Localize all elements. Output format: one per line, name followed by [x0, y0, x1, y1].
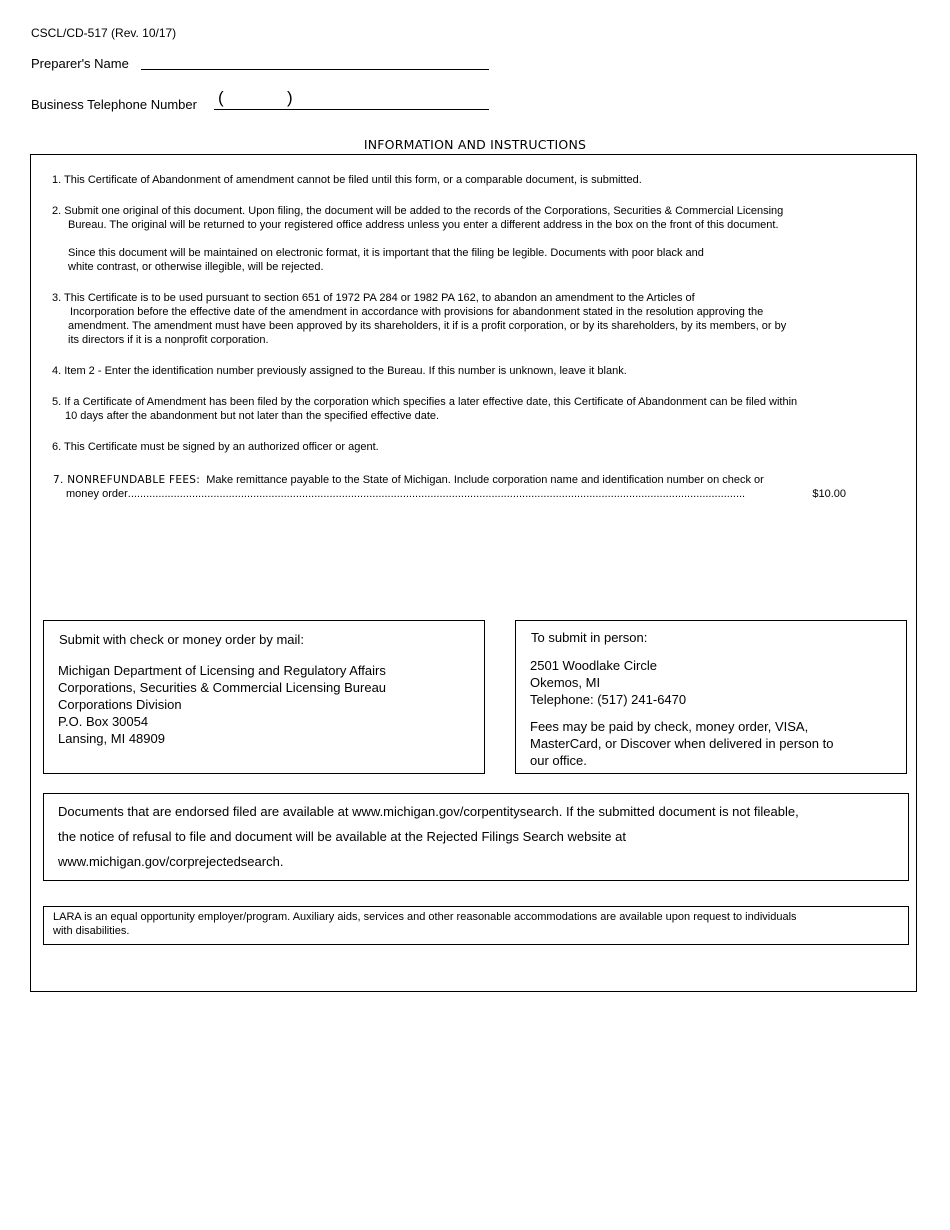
instruction-text: white contrast, or otherwise illegible, will be rejected.: [68, 261, 324, 273]
availability-line: the notice of refusal to file and document will be available at the Rejected Filings Search website at: [58, 829, 626, 844]
instruction-item-7: [53, 473, 858, 501]
instruction-text: 6. This Certificate must be signed by an authorized officer or agent.: [52, 441, 379, 453]
phone-open-paren: (: [218, 88, 224, 107]
availability-line: Documents that are endorsed filed are available at www.michigan.gov/corpentitysearch. If the submitted document is not fileable,: [58, 804, 799, 819]
fees-prefix: 7. NONREFUNDABLE FEES:: [53, 474, 201, 486]
instruction-text: Incorporation before the effective date of the amendment in accordance with provisions for abandonment stated in the resolution approving the: [70, 306, 764, 318]
fees-amount: $10.00: [812, 488, 846, 500]
mail-submission-box: [43, 620, 485, 774]
address-line: Corporations Division: [58, 697, 182, 712]
instruction-text: its directors if it is a nonprofit corporation.: [68, 334, 269, 346]
instruction-item-2: [52, 204, 783, 274]
address-line: Michigan Department of Licensing and Regulatory Affairs: [58, 663, 386, 678]
instruction-item-1: [52, 173, 642, 187]
section-title: INFORMATION AND INSTRUCTIONS: [363, 137, 587, 152]
instruction-item-3: [52, 291, 786, 347]
instruction-text: 3. This Certificate is to be used pursuant to section 651 of 1972 PA 284 or 1982 PA 162, to abandon an amendment to the Articles of: [52, 292, 695, 304]
fees-line: Fees may be paid by check, money order, VISA,: [530, 719, 809, 734]
fees-dot-leader: ..........................................................................................................................................................................................................: [127, 488, 746, 500]
preparer-name-label: Preparer's Name: [31, 56, 129, 71]
address-line: P.O. Box 30054: [58, 714, 149, 729]
business-phone-field[interactable]: [214, 96, 489, 110]
availability-text: [58, 799, 799, 874]
address-line: Lansing, MI 48909: [58, 731, 165, 746]
mail-address: [58, 662, 386, 747]
instruction-text: 10 days after the abandonment but not later than the specified effective date.: [65, 410, 440, 422]
instruction-text: 2. Submit one original of this document. Upon filing, the document will be added to the records of the Corporations, Securities & Commercial Licensing: [52, 205, 784, 217]
in-person-fees: [530, 718, 833, 769]
address-line: Corporations, Securities & Commercial Licensing Bureau: [58, 680, 387, 695]
lara-text: [53, 910, 797, 938]
instruction-text: 1. This Certificate of Abandonment of amendment cannot be filed until this form, or a comparable document, is submitted.: [52, 174, 642, 186]
instruction-text: Since this document will be maintained on electronic format, it is important that the filing be legible. Documents with poor black and: [68, 247, 704, 259]
availability-line: www.michigan.gov/corprejectedsearch.: [58, 854, 284, 869]
preparer-name-field[interactable]: [141, 56, 489, 70]
instruction-item-4: [52, 364, 627, 378]
lara-notice-box: [43, 906, 909, 945]
address-line: 2501 Woodlake Circle: [530, 658, 657, 673]
in-person-address: [530, 657, 686, 708]
in-person-submission-box: [515, 620, 907, 774]
address-line: Okemos, MI: [530, 675, 601, 690]
address-line: Telephone: (517) 241-6470: [530, 692, 687, 707]
instruction-item-5: [52, 395, 797, 423]
business-phone-label: Business Telephone Number: [31, 97, 197, 112]
fees-money-order-label: money order: [66, 488, 128, 500]
instruction-text: Bureau. The original will be returned to your registered office address unless you enter a different address in the box on the front of this document.: [68, 219, 779, 231]
lara-line: LARA is an equal opportunity employer/program. Auxiliary aids, services and other reasonable accommodations are available upon request to individuals: [53, 911, 797, 923]
fees-line: our office.: [530, 753, 587, 768]
fees-line: MasterCard, or Discover when delivered in person to: [530, 736, 834, 751]
mail-heading: Submit with check or money order by mail:: [59, 632, 304, 647]
lara-line: with disabilities.: [53, 925, 130, 937]
instruction-text: Make remittance payable to the State of Michigan. Include corporation name and identification number on check or: [206, 474, 764, 486]
instruction-text: 4. Item 2 - Enter the identification number previously assigned to the Bureau. If this number is unknown, leave it blank.: [52, 365, 627, 377]
phone-close-paren: ): [287, 88, 293, 107]
in-person-heading: To submit in person:: [531, 630, 648, 645]
instruction-text: 5. If a Certificate of Amendment has been filed by the corporation which specifies a later effective date, this Certificate of Abandonment can be filed within: [52, 396, 798, 408]
instruction-item-6: [52, 440, 379, 454]
instruction-text: amendment. The amendment must have been approved by its shareholders, it if is a profit corporation, or by its shareholders, by its members, or by: [68, 320, 787, 332]
form-id: CSCL/CD-517 (Rev. 10/17): [31, 26, 177, 40]
document-availability-box: [43, 793, 909, 881]
